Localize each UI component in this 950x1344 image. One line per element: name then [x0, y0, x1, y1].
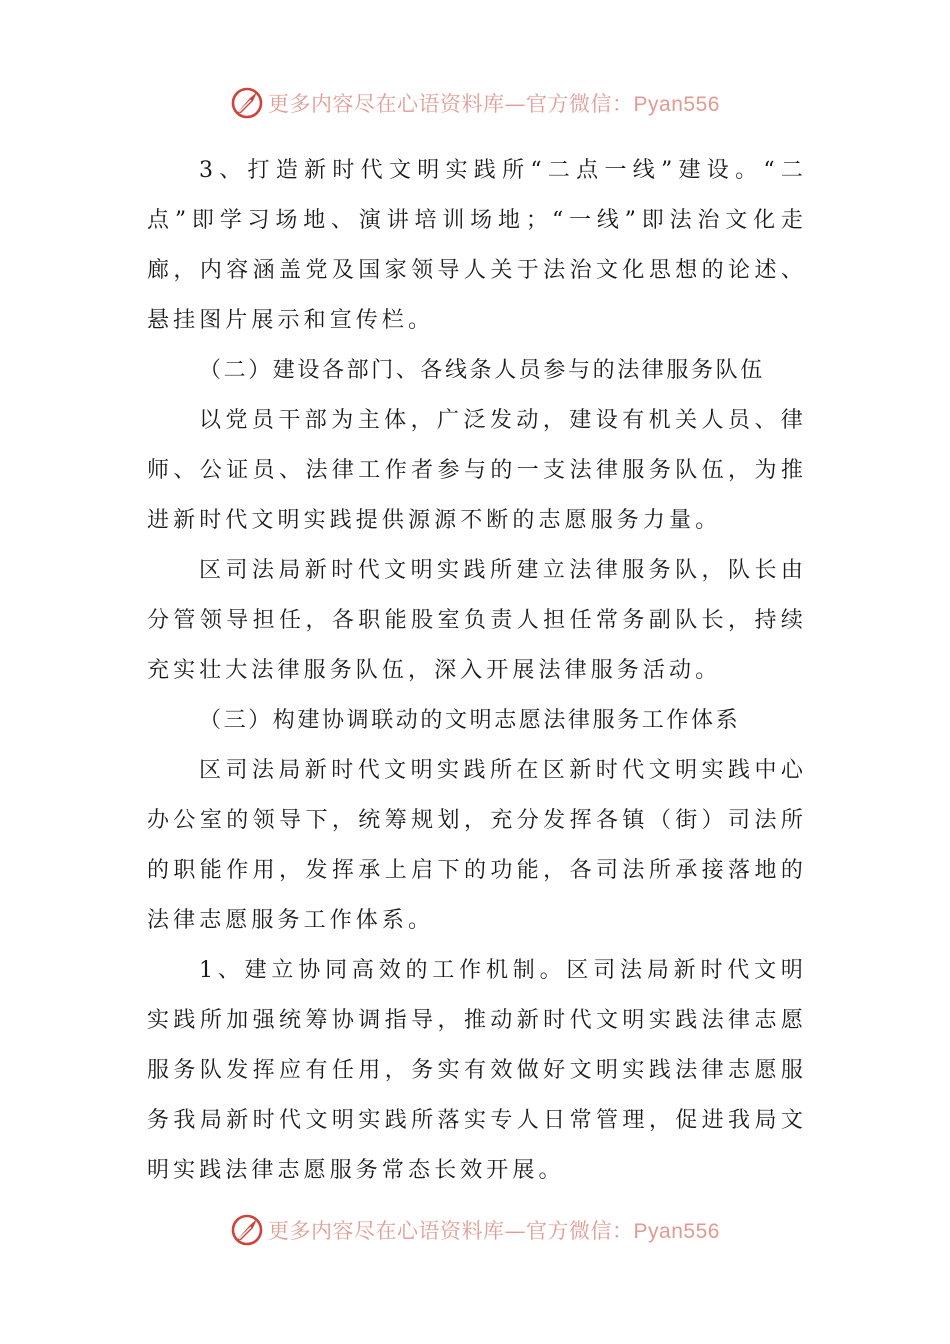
- quill-logo-icon: [230, 1213, 264, 1247]
- watermark-text: 更多内容尽在心语资料库—官方微信：Pyan556: [268, 92, 720, 116]
- paragraph: 区司法局新时代文明实践所建立法律服务队，队长由分管领导担任，各职能股室负责人担任常务副队长，持续充实壮大法律服务队伍，深入开展法律服务活动。: [147, 558, 807, 683]
- paragraph: 1、建立协同高效的工作机制。区司法局新时代文明实践所加强统筹协调指导，推动新时代文明实践法律志愿服务队发挥应有任用，务实有效做好文明实践法律志愿服务我局新时代文明实践所落实专人日常管理，促进我局文明实践法律志愿服务常态长效开展。: [147, 958, 807, 1183]
- section-heading: （二）建设各部门、各线条人员参与的法律服务队伍: [199, 358, 765, 383]
- quill-logo-icon: [230, 86, 264, 120]
- footer-watermark: [0, 1210, 950, 1250]
- document-body: [147, 146, 807, 1196]
- section-heading: （三）构建协调联动的文明志愿法律服务工作体系: [199, 708, 741, 733]
- paragraph: 3、打造新时代文明实践所“二点一线”建设。“二点”即学习场地、演讲培训场地；“一线”即法治文化走廊，内容涵盖党及国家领导人关于法治文化思想的论述、悬挂图片展示和宣传栏。: [147, 158, 807, 333]
- header-watermark: [0, 83, 950, 123]
- paragraph: 区司法局新时代文明实践所在区新时代文明实践中心办公室的领导下，统筹规划，充分发挥各镇（街）司法所的职能作用，发挥承上启下的功能，各司法所承接落地的法律志愿服务工作体系。: [147, 758, 807, 933]
- watermark-text: 更多内容尽在心语资料库—官方微信：Pyan556: [268, 1219, 720, 1243]
- paragraph: 以党员干部为主体，广泛发动，建设有机关人员、律师、公证员、法律工作者参与的一支法律服务队伍，为推进新时代文明实践提供源源不断的志愿服务力量。: [147, 408, 807, 533]
